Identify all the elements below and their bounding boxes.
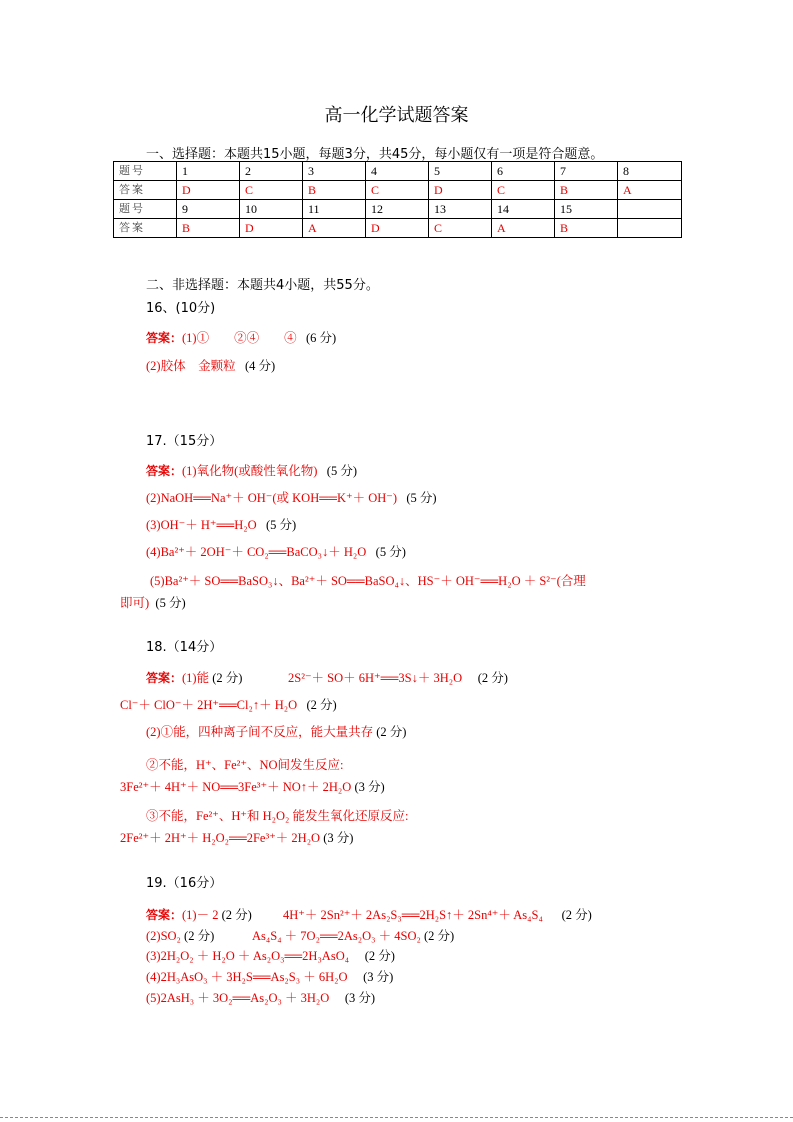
- row-label: 答案: [114, 181, 177, 200]
- q18-answer-1b: [288, 668, 508, 686]
- q17-answer-4: [146, 542, 406, 560]
- answer-text: As₄S₄ ＋ 7O₂══2As₂O₃ ＋ 4SO₂: [252, 929, 421, 943]
- table-cell: 9: [177, 200, 240, 219]
- table-cell: A: [492, 219, 555, 238]
- answer-text: (2)SO₂: [146, 929, 181, 943]
- answer-text: (2)①能，四种离子间不反应，能大量共存: [146, 725, 374, 739]
- q18-answer-1: [146, 668, 242, 686]
- score-text: (2 分): [306, 698, 337, 712]
- table-cell: [618, 219, 682, 238]
- table-cell: 4: [366, 162, 429, 181]
- answer-text: (4)2H₃AsO₃ ＋ 3H₂S══As₂S₃ ＋ 6H₂O: [146, 970, 348, 984]
- table-cell: 7: [555, 162, 618, 181]
- table-cell: 8: [618, 162, 682, 181]
- q18-answer-5: [120, 777, 385, 795]
- answer-table: [113, 161, 682, 238]
- table-cell: 2: [240, 162, 303, 181]
- table-cell: 12: [366, 200, 429, 219]
- score-text: (5 分): [375, 545, 406, 559]
- table-row: [114, 200, 682, 219]
- table-cell: 1: [177, 162, 240, 181]
- answer-key-label: 答案：: [146, 464, 183, 478]
- table-row: [114, 162, 682, 181]
- q18-answer-4: [146, 755, 344, 773]
- table-cell: [618, 200, 682, 219]
- answer-text: 2Fe²⁺＋ 2H⁺＋ H₂O₂══2Fe³⁺＋ 2H₂O: [120, 831, 321, 845]
- score-text: (6 分): [305, 331, 337, 345]
- table-row: [114, 219, 682, 238]
- score-text: (3 分): [354, 780, 385, 794]
- answer-text: (1)① ②④ ④: [182, 331, 297, 345]
- row-label: 题号: [114, 200, 177, 219]
- page-title: 高一化学试题答案: [324, 105, 469, 126]
- score-text: (5 分): [265, 518, 297, 532]
- table-cell: D: [240, 219, 303, 238]
- q18-heading: 18.（14分）: [146, 640, 223, 655]
- answer-text: 4H⁺＋ 2Sn²⁺＋ 2As₂S₃══2H₂S↑＋ 2Sn⁴⁺＋ As₄S₄: [283, 908, 543, 922]
- table-cell: C: [366, 181, 429, 200]
- answer-text: (5)Ba²⁺＋ SO══BaSO₃↓、Ba²⁺＋ SO══BaSO₄↓、HS⁻＋ OH⁻══H₂O ＋ S²⁻(合理: [150, 574, 586, 588]
- score-text: (3 分): [363, 970, 394, 984]
- answer-text: (2)NaOH══Na⁺＋ OH⁻(或 KOH══K⁺＋ OH⁻): [146, 491, 398, 505]
- table-cell: 5: [429, 162, 492, 181]
- q17-heading: 17.（15分）: [146, 434, 223, 449]
- answer-text: 2S²⁻＋ SO＋ 6H⁺══3S↓＋ 3H₂O: [288, 671, 463, 685]
- q18-answer-3: [146, 722, 406, 740]
- section1-heading: 一、选择题：本题共15小题，每题3分，共45分，每小题仅有一项是符合题意。: [146, 147, 604, 162]
- q18-answer-7: [120, 828, 353, 846]
- q16-answer-2: [146, 356, 275, 374]
- q17-answer-3: [146, 515, 296, 533]
- score-text: (2 分): [424, 929, 455, 943]
- answer-text: Cl⁻＋ ClO⁻＋ 2H⁺══Cl₂↑＋ H₂O: [120, 698, 298, 712]
- answer-key-label: 答案：: [146, 908, 183, 922]
- answer-text: (1)能: [182, 671, 210, 685]
- score-text: (3 分): [323, 831, 354, 845]
- q19-answer-2: [146, 926, 214, 944]
- answer-text: (3)OH⁻＋ H⁺══H₂O: [146, 518, 257, 532]
- score-text: (5 分): [326, 464, 357, 478]
- answer-text: 3Fe²⁺＋ 4H⁺＋ NO══3Fe³⁺＋ NO↑＋ 2H₂O: [120, 780, 352, 794]
- answer-text: (3)2H₂O₂ ＋ H₂O ＋ As₂O₃══2H₃AsO₄: [146, 949, 350, 963]
- score-text: (2 分): [221, 908, 252, 922]
- table-cell: 11: [303, 200, 366, 219]
- section2-heading: 二、非选择题：本题共4小题，共55分。: [146, 278, 379, 293]
- table-cell: C: [429, 219, 492, 238]
- answer-text: (4)Ba²⁺＋ 2OH⁻＋ CO₂══BaCO₃↓＋ H₂O: [146, 545, 367, 559]
- table-cell: D: [177, 181, 240, 200]
- q19-heading: 19.（16分）: [146, 876, 223, 891]
- score-text: (4 分): [244, 359, 276, 373]
- q18-answer-2: [120, 695, 337, 713]
- table-cell: 6: [492, 162, 555, 181]
- q16-answer-1: [146, 328, 336, 346]
- score-text: (2 分): [477, 671, 508, 685]
- answer-text: ②不能，H⁺、Fe²⁺、NO间发生反应:: [146, 758, 344, 772]
- answer-key-label: 答案：: [146, 671, 183, 685]
- q19-answer-4: [146, 967, 393, 985]
- row-label: 题号: [114, 162, 177, 181]
- table-cell: 13: [429, 200, 492, 219]
- score-text: (2 分): [212, 671, 243, 685]
- table-cell: B: [555, 181, 618, 200]
- table-cell: B: [555, 219, 618, 238]
- answer-text: 即可): [120, 596, 150, 610]
- answer-key-label: 答案：: [146, 331, 183, 345]
- answer-text: (5)2AsH₃ ＋ 3O₂══As₂O₃ ＋ 3H₂O: [146, 991, 330, 1005]
- table-cell: 10: [240, 200, 303, 219]
- page-bottom-divider: [0, 1117, 793, 1118]
- table-cell: D: [366, 219, 429, 238]
- score-text: (2 分): [376, 725, 407, 739]
- q16-heading: 16、(10分): [146, 301, 216, 316]
- score-text: (5 分): [155, 596, 186, 610]
- q19-answer-5: [146, 988, 375, 1006]
- answer-text: (1)氧化物(或酸性氧化物): [182, 464, 318, 478]
- q19-answer-1b: [283, 905, 592, 923]
- score-text: (2 分): [184, 929, 215, 943]
- q19-answer-3: [146, 946, 395, 964]
- table-cell: B: [177, 219, 240, 238]
- table-cell: 3: [303, 162, 366, 181]
- table-cell: A: [618, 181, 682, 200]
- table-cell: 15: [555, 200, 618, 219]
- q19-answer-2b: [252, 926, 454, 944]
- table-cell: B: [303, 181, 366, 200]
- answer-text: ③不能，Fe²⁺、H⁺和 H₂O₂ 能发生氧化还原反应:: [146, 809, 409, 823]
- score-text: (2 分): [561, 908, 592, 922]
- q19-answer-1: [146, 905, 252, 923]
- table-cell: D: [429, 181, 492, 200]
- table-cell: C: [240, 181, 303, 200]
- score-text: (2 分): [364, 949, 395, 963]
- score-text: (5 分): [406, 491, 437, 505]
- table-row: [114, 181, 682, 200]
- q18-answer-6: [146, 806, 408, 824]
- score-text: (3 分): [344, 991, 376, 1005]
- answer-text: (2)胶体 金颗粒: [146, 359, 236, 373]
- q17-answer-1: [146, 461, 357, 479]
- table-cell: C: [492, 181, 555, 200]
- q17-answer-5-cont: [120, 593, 186, 611]
- q17-answer-5: [150, 571, 586, 589]
- table-cell: A: [303, 219, 366, 238]
- answer-text: (1)－ 2: [182, 908, 219, 922]
- q17-answer-2: [146, 488, 437, 506]
- table-cell: 14: [492, 200, 555, 219]
- row-label: 答案: [114, 219, 177, 238]
